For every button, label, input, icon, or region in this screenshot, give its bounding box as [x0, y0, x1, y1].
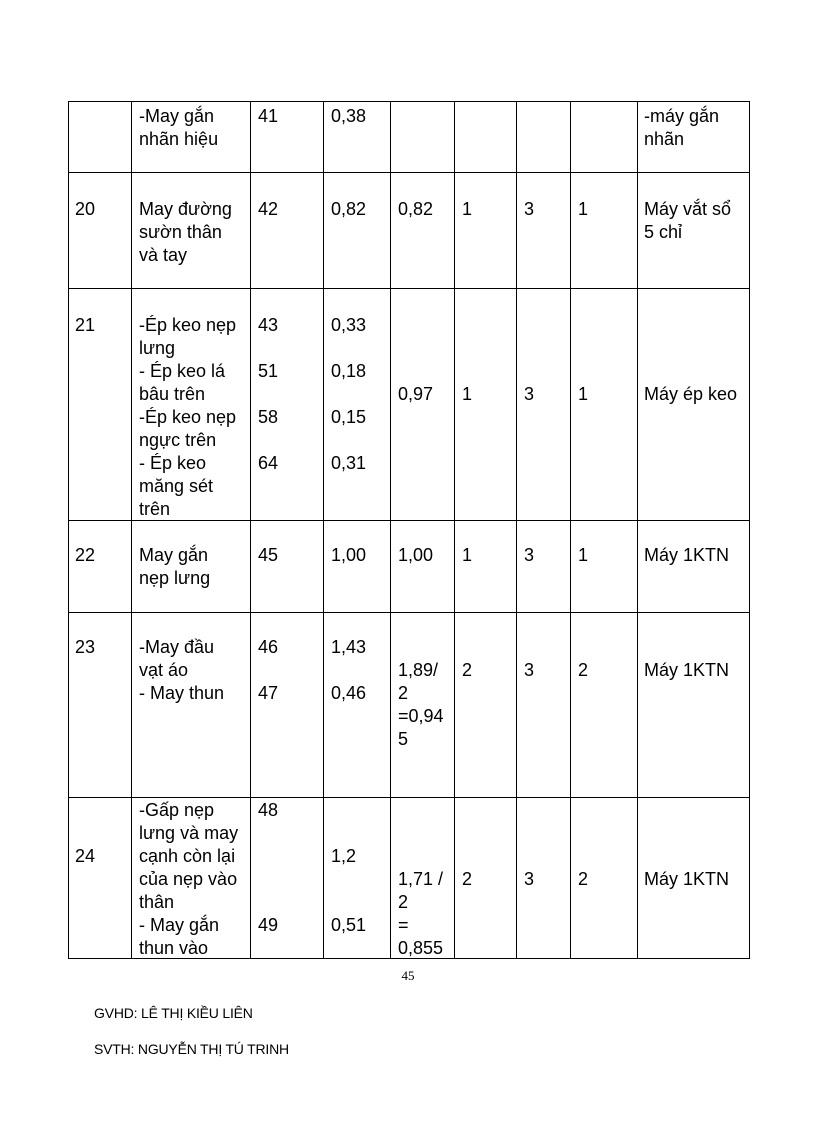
machines-value: 1 [578, 199, 589, 219]
operation-time: 0,38 [331, 106, 367, 126]
workers-cell [455, 102, 517, 173]
total-time-cell [391, 173, 455, 289]
workers-cell [455, 173, 517, 289]
equipment-line: -máy gắn [644, 106, 720, 126]
level-cell [517, 798, 571, 959]
total-time-line: 0,855 [398, 938, 444, 958]
workers-value: 1 [462, 199, 473, 219]
operation-code: 43 [258, 315, 279, 335]
operation-name-cell [132, 173, 251, 289]
table-row [69, 613, 750, 798]
operation-time: 0,82 [331, 199, 367, 219]
operation-code: 46 [258, 637, 279, 657]
workers-cell [455, 521, 517, 613]
operation-time: 0,18 [331, 361, 367, 381]
stt-value: 20 [75, 199, 96, 219]
workers-cell [455, 798, 517, 959]
operations-table [68, 101, 750, 959]
table-row [69, 102, 750, 173]
stt-cell [69, 173, 132, 289]
operation-time: 1,2 [331, 846, 357, 866]
operation-time: 1,00 [331, 545, 367, 565]
operation-name-line: -Gấp nẹp [139, 800, 215, 820]
total-time-cell [391, 521, 455, 613]
equipment-cell [638, 521, 750, 613]
stt-value: 23 [75, 637, 96, 657]
operation-name-line: lưng và may [139, 823, 239, 843]
machines-value: 2 [578, 869, 589, 889]
stt-cell [69, 798, 132, 959]
operation-code: 64 [258, 453, 279, 473]
operation-code: 42 [258, 199, 279, 219]
workers-value: 1 [462, 384, 473, 404]
operation-name-line: - May gắn [139, 915, 220, 935]
time-cell [324, 613, 391, 798]
total-time-cell [391, 102, 455, 173]
operation-time: 0,46 [331, 683, 367, 703]
operation-name-line: -May đầu [139, 637, 215, 657]
total-time-line: 0,97 [398, 384, 434, 404]
stt-value: 24 [75, 846, 96, 866]
operation-name-line: - Ép keo [139, 453, 207, 473]
operation-name-cell [132, 289, 251, 521]
operation-name-line: lưng [139, 338, 176, 358]
machines-cell [571, 521, 638, 613]
operation-name-line: vạt áo [139, 660, 189, 680]
operation-name-line: May đường [139, 199, 232, 219]
total-time-line: 1,71 / [398, 869, 444, 889]
operation-name-cell [132, 521, 251, 613]
workers-value: 1 [462, 545, 473, 565]
equipment-cell [638, 798, 750, 959]
machines-value: 1 [578, 384, 589, 404]
machines-cell [571, 798, 638, 959]
operation-name-line: thân [139, 892, 175, 912]
operation-time: 0,33 [331, 315, 367, 335]
time-cell [324, 173, 391, 289]
operation-code: 41 [258, 106, 279, 126]
level-cell [517, 613, 571, 798]
operation-name-line: - May thun [139, 683, 225, 703]
stt-value: 21 [75, 315, 96, 335]
time-cell [324, 289, 391, 521]
workers-value: 2 [462, 660, 473, 680]
time-cell [324, 798, 391, 959]
level-cell [517, 173, 571, 289]
table-row [69, 289, 750, 521]
level-cell [517, 521, 571, 613]
operation-time: 0,31 [331, 453, 367, 473]
operation-code: 45 [258, 545, 279, 565]
machines-value: 2 [578, 660, 589, 680]
operation-name-line: nẹp lưng [139, 568, 211, 588]
operation-name-line: ngực trên [139, 430, 217, 450]
total-time-cell [391, 613, 455, 798]
operation-code: 58 [258, 407, 279, 427]
operation-name-cell [132, 798, 251, 959]
code-cell [251, 613, 324, 798]
time-cell [324, 521, 391, 613]
stt-cell [69, 521, 132, 613]
total-time-line: =0,94 [398, 706, 444, 726]
equipment-line: Máy 1KTN [644, 545, 730, 565]
operation-time: 0,51 [331, 915, 367, 935]
machines-cell [571, 613, 638, 798]
level-value: 3 [524, 384, 535, 404]
total-time-cell [391, 289, 455, 521]
total-time-line: 5 [398, 729, 409, 749]
workers-value: 2 [462, 869, 473, 889]
operation-name-line: -May gắn [139, 106, 215, 126]
code-cell [251, 289, 324, 521]
operation-name-cell [132, 613, 251, 798]
operation-name-line: trên [139, 499, 171, 519]
equipment-line: Máy 1KTN [644, 660, 730, 680]
operation-name-line: May gắn [139, 545, 209, 565]
operation-code: 49 [258, 915, 279, 935]
operation-name-line: của nẹp vào [139, 869, 238, 889]
machines-cell [571, 102, 638, 173]
table-row [69, 173, 750, 289]
total-time-line: 2 [398, 892, 409, 912]
table-row [69, 521, 750, 613]
operation-name-line: thun vào [139, 938, 209, 958]
operation-name-line: và tay [139, 245, 188, 265]
table-row [69, 798, 750, 959]
time-cell [324, 102, 391, 173]
machines-cell [571, 173, 638, 289]
operation-name-line: sườn thân [139, 222, 222, 242]
level-cell [517, 289, 571, 521]
code-cell [251, 798, 324, 959]
operation-code: 48 [258, 800, 279, 820]
total-time-line: = [398, 915, 409, 935]
equipment-line: nhãn [644, 129, 685, 149]
equipment-line: Máy ép keo [644, 384, 738, 404]
level-value: 3 [524, 869, 535, 889]
operation-name-cell [132, 102, 251, 173]
level-value: 3 [524, 545, 535, 565]
operation-name-line: -Ép keo nẹp [139, 315, 237, 335]
level-cell [517, 102, 571, 173]
stt-cell [69, 289, 132, 521]
equipment-cell [638, 102, 750, 173]
code-cell [251, 173, 324, 289]
equipment-cell [638, 289, 750, 521]
total-time-line: 2 [398, 683, 409, 703]
total-time-line: 1,89/ [398, 660, 439, 680]
equipment-cell [638, 173, 750, 289]
machines-cell [571, 289, 638, 521]
equipment-line: Máy 1KTN [644, 869, 730, 889]
workers-cell [455, 613, 517, 798]
equipment-line: Máy vắt sổ [644, 199, 732, 219]
operation-name-line: -Ép keo nẹp [139, 407, 237, 427]
operation-time: 0,15 [331, 407, 367, 427]
operation-name-line: nhãn hiệu [139, 129, 219, 149]
equipment-line: 5 chỉ [644, 222, 683, 242]
page-number: 45 [401, 968, 415, 983]
operation-code: 51 [258, 361, 279, 381]
footer-student: SVTH: NGUYỄN THỊ TÚ TRINH [94, 1041, 289, 1057]
stt-value: 22 [75, 545, 96, 565]
operation-time: 1,43 [331, 637, 367, 657]
code-cell [251, 521, 324, 613]
operation-name-line: măng sét [139, 476, 214, 496]
operation-name-line: bâu trên [139, 384, 206, 404]
code-cell [251, 102, 324, 173]
operation-name-line: cạnh còn lại [139, 846, 236, 866]
level-value: 3 [524, 660, 535, 680]
operation-name-line: - Ép keo lá [139, 361, 226, 381]
total-time-line: 0,82 [398, 199, 434, 219]
level-value: 3 [524, 199, 535, 219]
machines-value: 1 [578, 545, 589, 565]
equipment-cell [638, 613, 750, 798]
operation-code: 47 [258, 683, 279, 703]
stt-cell [69, 102, 132, 173]
workers-cell [455, 289, 517, 521]
total-time-line: 1,00 [398, 545, 434, 565]
footer-instructor: GVHD: LÊ THỊ KIỀU LIÊN [94, 1005, 253, 1021]
stt-cell [69, 613, 132, 798]
total-time-cell [391, 798, 455, 959]
